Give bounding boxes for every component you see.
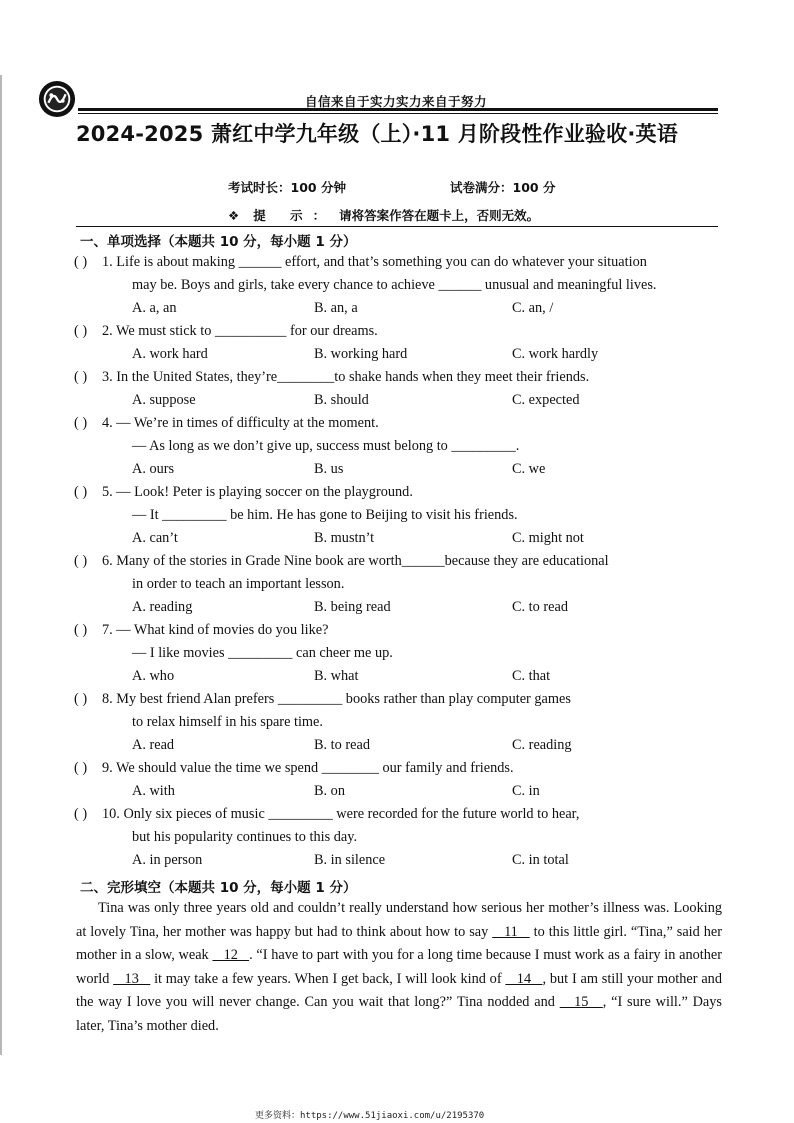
question-line — [70, 826, 735, 849]
option-b: B. mustn’t — [314, 530, 375, 546]
option-c: C. in total — [512, 852, 569, 868]
option-row — [70, 389, 735, 412]
question-line — [70, 688, 735, 711]
cloze-blank: 14 — [505, 970, 543, 987]
question-stem: 1. Life is about making ______ effort, and that’s something you can do whatever your situation — [102, 254, 647, 270]
question-10 — [70, 803, 735, 872]
option-a: A. who — [132, 668, 175, 684]
full-score: 试卷满分：100 分 — [450, 180, 556, 195]
question-line — [70, 550, 735, 573]
question-stem: 8. My best friend Alan prefers _________ books rather than play computer games — [102, 691, 571, 707]
question-line — [70, 619, 735, 642]
question-1 — [70, 251, 735, 320]
option-b: B. an, a — [314, 300, 358, 316]
option-b: B. to read — [314, 737, 370, 753]
cloze-blank: 15 — [559, 994, 603, 1010]
question-line — [70, 320, 735, 343]
question-stem-continued: — As long as we don’t give up, success must belong to _________. — [132, 438, 520, 454]
option-b: B. should — [314, 392, 369, 408]
option-c: C. to read — [512, 599, 568, 615]
answer-bracket: ( ) — [74, 691, 88, 707]
footer-source: 更多资料：https://www.51jiaoxi.com/u/2195370 — [255, 1111, 485, 1121]
question-stem-continued: in order to teach an important lesson. — [132, 576, 345, 592]
option-row — [70, 343, 735, 366]
question-line — [70, 757, 735, 780]
option-row — [70, 527, 735, 550]
question-line — [70, 504, 735, 527]
option-c: C. that — [512, 668, 551, 684]
question-8 — [70, 688, 735, 757]
exam-duration: 考试时长：100 分钟 — [228, 180, 346, 195]
question-line — [70, 412, 735, 435]
answer-bracket: ( ) — [74, 323, 88, 339]
question-stem-continued: but his popularity continues to this day. — [132, 829, 358, 845]
answer-bracket: ( ) — [74, 760, 88, 776]
section-heading-multiple-choice: 一、单项选择（本题共 10 分，每小题 1 分） — [80, 234, 357, 250]
question-7 — [70, 619, 735, 688]
option-a: A. read — [132, 737, 175, 753]
answer-bracket: ( ) — [74, 254, 88, 270]
notice — [228, 206, 539, 224]
question-stem-continued: may be. Boys and girls, take every chance to achieve ______ unusual and meaningful lives. — [132, 277, 657, 293]
question-line — [70, 366, 735, 389]
answer-bracket: ( ) — [74, 806, 88, 822]
question-3 — [70, 366, 735, 412]
answer-bracket: ( ) — [74, 553, 88, 569]
answer-bracket: ( ) — [74, 369, 88, 385]
question-line — [70, 274, 735, 297]
question-stem: 3. In the United States, they’re________to shake hands when they meet their friends. — [102, 369, 590, 385]
answer-bracket: ( ) — [74, 622, 88, 638]
option-a: A. ours — [132, 461, 175, 477]
option-c: C. an, / — [512, 300, 554, 316]
question-list — [70, 251, 735, 872]
question-2 — [70, 320, 735, 366]
option-b: B. being read — [314, 599, 391, 615]
question-stem: 7. — What kind of movies do you like? — [102, 622, 329, 638]
question-line — [70, 481, 735, 504]
option-c: C. we — [512, 461, 546, 477]
answer-bracket: ( ) — [74, 415, 88, 431]
option-b: B. what — [314, 668, 359, 684]
option-row — [70, 780, 735, 803]
option-c: C. expected — [512, 392, 580, 408]
option-c: C. reading — [512, 737, 572, 753]
notice-label: 提 示： — [253, 208, 336, 223]
question-line — [70, 251, 735, 274]
option-c: C. work hardly — [512, 346, 599, 362]
question-4 — [70, 412, 735, 481]
page-edge — [0, 75, 2, 1055]
diamond-icon: ❖ — [228, 208, 240, 223]
option-row — [70, 849, 735, 872]
option-a: A. with — [132, 783, 175, 799]
cloze-blank: 13 — [113, 970, 151, 987]
option-row — [70, 734, 735, 757]
question-line — [70, 435, 735, 458]
option-a: A. can’t — [132, 530, 178, 546]
question-stem: 5. — Look! Peter is playing soccer on the playground. — [102, 484, 413, 500]
question-5 — [70, 481, 735, 550]
question-stem-continued: to relax himself in his spare time. — [132, 714, 323, 730]
option-a: A. in person — [132, 852, 203, 868]
option-b: B. in silence — [314, 852, 386, 868]
header-rule-thin — [78, 113, 718, 114]
cloze-passage-text: Tina was only three years old and couldn’t really understand how serious her mother’s illness was. Looking at lovely Tina, her mother was happy but had to think about how to say 11 to this little girl. “Tina,” said her mother in a slow, weak 12 . “I have to part with you for a long time because I must work as a fairy in another world 13 it may take a few years. When I get back, I will look kind of 14 , but I am still your mother and the way I love you will never change. Can you wait that long?” Tina nodded and 15 , “I sure will.” Days later, Tina’s mother died. — [76, 900, 723, 1034]
question-stem-continued: — I like movies _________ can cheer me up. — [132, 645, 393, 661]
question-6 — [70, 550, 735, 619]
option-a: A. work hard — [132, 346, 208, 362]
question-stem: 2. We must stick to __________ for our dreams. — [102, 323, 378, 339]
question-line — [70, 803, 735, 826]
question-line — [70, 573, 735, 596]
option-row — [70, 665, 735, 688]
option-a: A. suppose — [132, 392, 196, 408]
option-b: B. us — [314, 461, 344, 477]
option-a: A. a, an — [132, 300, 177, 316]
option-row — [70, 458, 735, 481]
notice-rule — [76, 226, 718, 227]
cloze-passage — [76, 897, 722, 1038]
page-title: 2024-2025 萧红中学九年级（上）·11 月阶段性作业验收·英语 — [76, 122, 678, 146]
question-line — [70, 642, 735, 665]
question-stem: 6. Many of the stories in Grade Nine book are worth______because they are educational — [102, 553, 609, 569]
option-row — [70, 297, 735, 320]
option-c: C. might not — [512, 530, 584, 546]
section-heading-cloze: 二、完形填空（本题共 10 分，每小题 1 分） — [80, 880, 357, 896]
option-b: B. working hard — [314, 346, 408, 362]
question-9 — [70, 757, 735, 803]
cloze-blank: 11 — [492, 923, 530, 940]
notice-text: 请将答案作答在题卡上，否则无效。 — [339, 208, 540, 223]
header-motto: 自信来自于实力实力来自于努力 — [305, 94, 488, 109]
option-b: B. on — [314, 783, 345, 799]
option-a: A. reading — [132, 599, 193, 615]
header-rule — [78, 108, 718, 111]
question-line — [70, 711, 735, 734]
question-stem: 10. Only six pieces of music _________ were recorded for the future world to hear, — [102, 806, 580, 822]
school-logo — [38, 80, 76, 118]
question-stem: 9. We should value the time we spend ________ our family and friends. — [102, 760, 514, 776]
question-stem: 4. — We’re in times of difficulty at the moment. — [102, 415, 379, 431]
cloze-blank: 12 — [212, 947, 250, 963]
question-stem-continued: — It _________ be him. He has gone to Beijing to visit his friends. — [132, 507, 518, 523]
answer-bracket: ( ) — [74, 484, 88, 500]
option-c: C. in — [512, 783, 540, 799]
option-row — [70, 596, 735, 619]
